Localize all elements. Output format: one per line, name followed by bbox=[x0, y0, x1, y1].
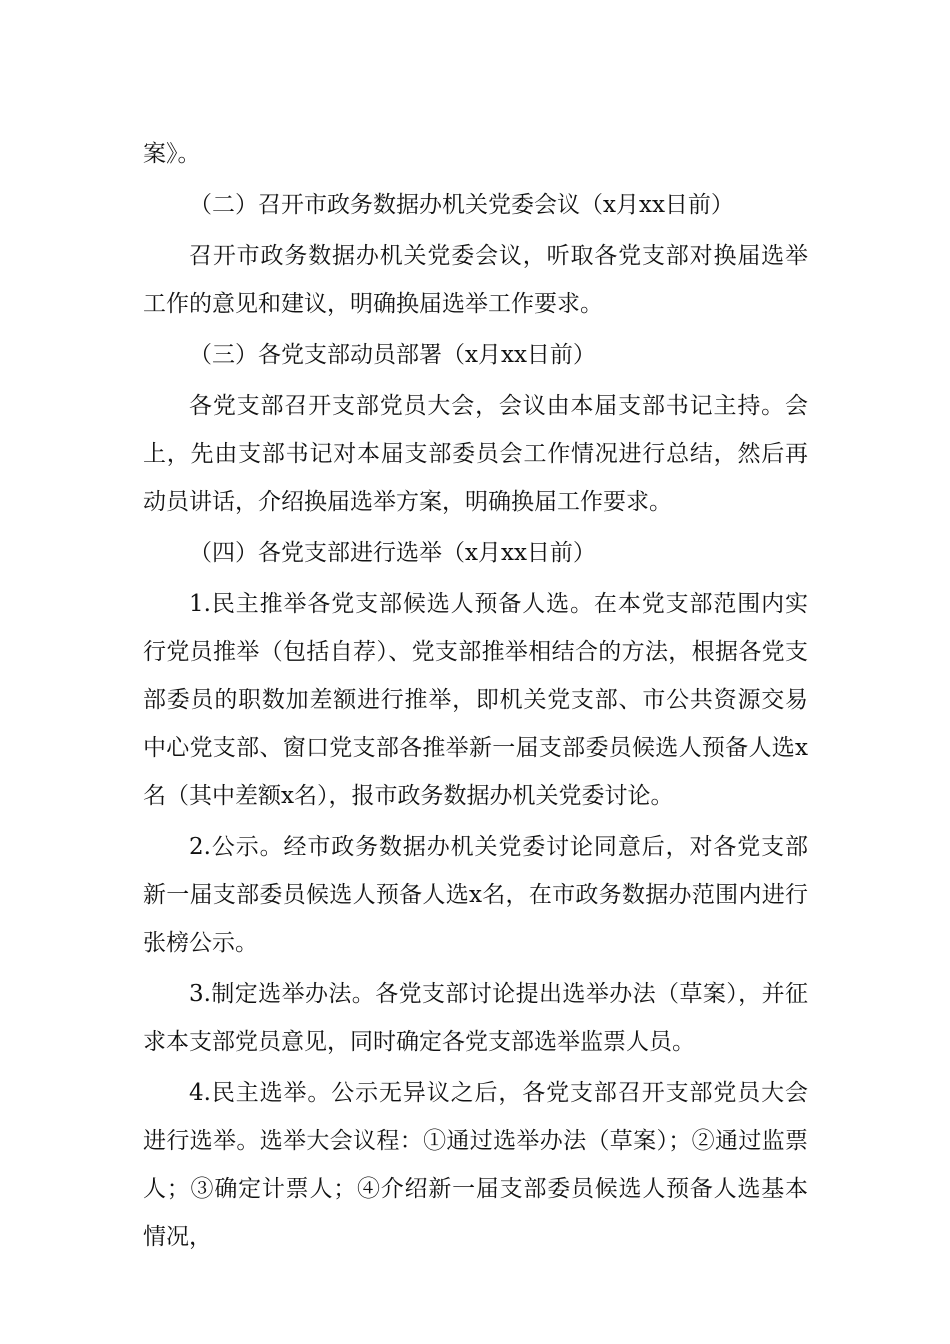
paragraph: 3.制定选举办法。各党支部讨论提出选举办法（草案），并征求本支部党员意见，同时确定各党支部选举监票人员。 bbox=[143, 981, 808, 1055]
document-body bbox=[143, 130, 808, 1261]
section-heading: （三）各党支部动员部署（x月xx日前） bbox=[189, 342, 596, 368]
paragraph: 召开市政务数据办机关党委会议，听取各党支部对换届选举工作的意见和建议，明确换届选举工作要求。 bbox=[143, 243, 808, 317]
section-heading: （二）召开市政务数据办机关党委会议（x月xx日前） bbox=[189, 192, 734, 218]
section-heading: （四）各党支部进行选举（x月xx日前） bbox=[189, 540, 596, 566]
paragraph: 各党支部召开支部党员大会，会议由本届支部书记主持。会上，先由支部书记对本届支部委员会工作情况进行总结，然后再动员讲话，介绍换届选举方案，明确换届工作要求。 bbox=[143, 393, 808, 515]
paragraph: 4.民主选举。公示无异议之后，各党支部召开支部党员大会进行选举。选举大会议程：①通过选举办法（草案）；②通过监票人；③确定计票人；④介绍新一届支部委员候选人预备人选基本情况， bbox=[143, 1080, 808, 1250]
paragraph: 2.公示。经市政务数据办机关党委讨论同意后，对各党支部新一届支部委员候选人预备人选x名，在市政务数据办范围内进行张榜公示。 bbox=[143, 834, 808, 956]
paragraph: 案》。 bbox=[143, 141, 201, 167]
paragraph: 1.民主推举各党支部候选人预备人选。在本党支部范围内实行党员推举（包括自荐）、党支部推举相结合的方法，根据各党支部委员的职数加差额进行推举，即机关党支部、市公共资源交易中心党支部、窗口党支部各推举新一届支部委员候选人预备人选x名（其中差额x名），报市政务数据办机关党委讨论。 bbox=[143, 591, 808, 809]
